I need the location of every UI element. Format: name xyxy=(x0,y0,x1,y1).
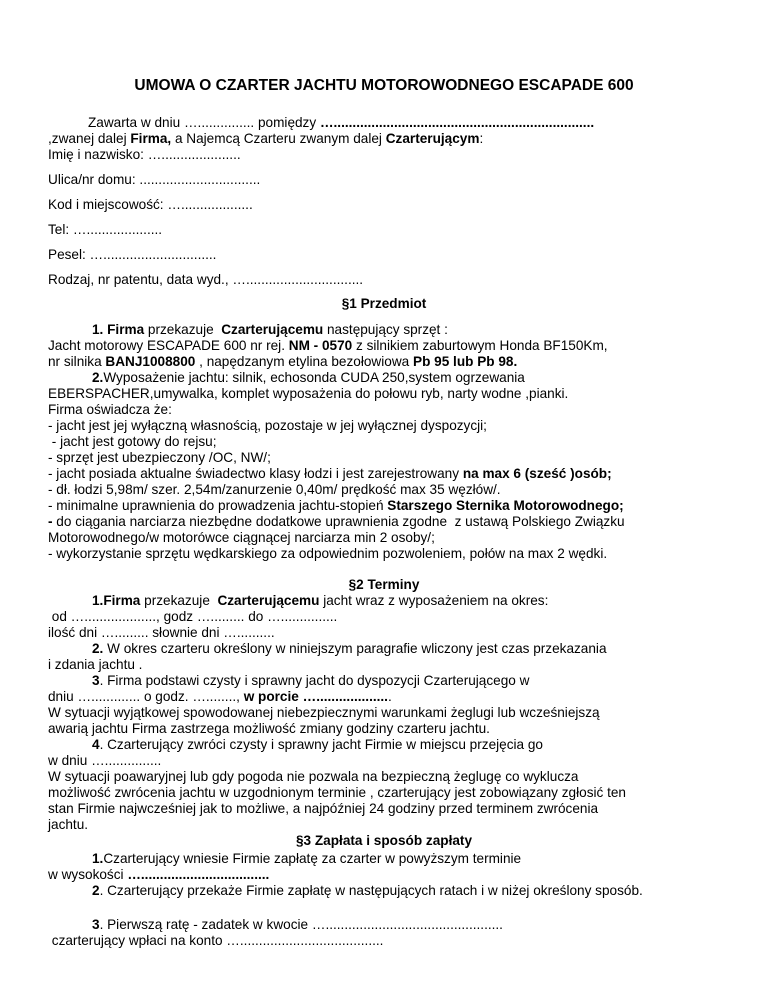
s1-declaration-7-cont: Motorowodnego/w motorówce ciągnącej narciarza min 2 osoby/; xyxy=(48,530,435,545)
patent-field: Rodzaj, nr patentu, data wyd., …............................... xyxy=(48,272,364,287)
s2-paragraph-3-l3: W sytuacji wyjątkowej spowodowanej niebezpiecznymi warunkami żeglugi lub wcześniejszą xyxy=(48,705,600,720)
street-field: Ulica/nr domu: ................................ xyxy=(48,172,261,187)
s3-paragraph-3: 3. Pierwszą ratę - zadatek w kwocie …............................................... xyxy=(92,917,503,932)
s2-paragraph-2: 2. W okres czarteru określony w niniejszym paragrafie wliczony jest czas przekazania xyxy=(92,641,607,656)
s2-paragraph-4-l2: w dniu …............... xyxy=(48,753,162,768)
s2-paragraph-4-l5: stan Firmie najwcześniej jak to możliwe, a najpóźniej 24 godziny przed terminem zwrócenia xyxy=(48,801,599,816)
s1-declaration-4: - jacht posiada aktualne świadectwo klasy łodzi i jest zarejestrowany na max 6 (sześć )osób; xyxy=(48,466,612,481)
s2-paragraph-3-date: dniu …............. o godz. …........, w porcie ….................... xyxy=(48,689,392,704)
s1-declaration-8: - wykorzystanie sprzętu wędkarskiego za odpowiednim pozwoleniem, połów na max 2 wędki. xyxy=(48,546,608,561)
s3-account-line: czarterujący wpłaci na konto …...................................... xyxy=(48,933,384,948)
name-field: Imię i nazwisko: …..................... xyxy=(48,147,241,162)
s1-yacht-line: Jacht motorowy ESCAPADE 600 nr rej. NM - 0570 z silnikiem zaburtowym Honda BF150Km, xyxy=(48,338,608,353)
s2-period-line: od …..................., godz …......... do …............... xyxy=(48,609,338,624)
s3-paragraph-2: 2. Czarterujący przekaże Firmie zapłatę w następujących ratach i w niżej określony sposób. xyxy=(92,883,643,898)
intro-line-1: Zawarta w dniu …............... pomiędzy …..................................................................... xyxy=(88,115,595,130)
s2-paragraph-2-cont: i zdania jachtu . xyxy=(48,657,143,672)
s2-paragraph-1: 1.Firma przekazuje Czarterującemu jacht wraz z wyposażeniem na okres: xyxy=(92,593,549,608)
document-title: UMOWA O CZARTER JACHTU MOTOROWODNEGO ESCAPADE 600 xyxy=(134,77,634,94)
s1-declaration-3: - sprzęt jest ubezpieczony /OC, NW/; xyxy=(48,450,271,465)
section-1-heading: §1 Przedmiot xyxy=(341,296,427,311)
s1-equipment-line: EBERSPACHER,umywalka, komplet wyposażenia do połowu ryb, narty wodne ,pianki. xyxy=(48,386,569,401)
intro-line-2: ,zwanej dalej Firma, a Najemcą Czarteru zwanym dalej Czarterującym: xyxy=(48,131,484,146)
s2-paragraph-3: 3. Firma podstawi czysty i sprawny jacht do dyspozycji Czarterującego w xyxy=(92,673,530,688)
s3-amount-line: w wysokości ….................................. xyxy=(48,867,270,882)
city-field: Kod i miejscowość: …................... xyxy=(48,197,253,212)
s1-declaration-1: - jacht jest jej wyłączną własnością, pozostaje w jej wyłącznej dyspozycji; xyxy=(48,418,487,433)
s1-declaration-6: - minimalne uprawnienia do prowadzenia jachtu-stopień Starszego Sternika Motorowodnego; xyxy=(48,498,624,513)
s1-declaration-7: - do ciągania narciarza niezbędne dodatkowe uprawnienia zgodne z ustawą Polskiego Związku xyxy=(48,514,625,529)
s1-declaration-2: - jacht jest gotowy do rejsu; xyxy=(48,434,217,449)
tel-field: Tel: ….................... xyxy=(48,222,163,237)
pesel-field: Pesel: ….............................. xyxy=(48,247,217,262)
s1-declares: Firma oświadcza że: xyxy=(48,402,172,417)
s1-paragraph-1: 1. Firma przekazuje Czarterującemu następujący sprzęt : xyxy=(92,322,448,337)
s1-paragraph-2: 2.Wyposażenie jachtu: silnik, echosonda CUDA 250,system ogrzewania xyxy=(92,370,525,385)
s2-paragraph-4-l6: jachtu. xyxy=(48,817,89,832)
section-3-heading: §3 Zapłata i sposób zapłaty xyxy=(295,833,472,848)
s2-paragraph-4: 4. Czarterujący zwróci czysty i sprawny jacht Firmie w miejscu przejęcia go xyxy=(92,737,543,752)
s2-paragraph-4-l4: możliwość zwrócenia jachtu w uzgodnionym terminie , czarterujący jest zobowiązany zgłosić ten xyxy=(48,785,626,800)
section-2-heading: §2 Terminy xyxy=(348,577,420,592)
s1-engine-line: nr silnika BANJ1008800 , napędzanym etylina bezołowiowa Pb 95 lub Pb 98. xyxy=(48,354,518,369)
s2-paragraph-3-l4: awarią jachtu Firma zastrzega możliwość zmiany godziny czarteru jachtu. xyxy=(48,721,490,736)
s2-days-line: ilość dni …......... słownie dni ….......... xyxy=(48,625,275,640)
s1-declaration-5: - dł. łodzi 5,98m/ szer. 2,54m/zanurzenie 0,40m/ prędkość max 35 węzłów/. xyxy=(48,482,501,497)
s2-paragraph-4-l3: W sytuacji poawaryjnej lub gdy pogoda nie pozwala na bezpieczną żeglugę co wyklucza xyxy=(48,769,579,784)
s3-paragraph-1: 1.Czarterujący wniesie Firmie zapłatę za czarter w powyższym terminie xyxy=(92,851,522,866)
